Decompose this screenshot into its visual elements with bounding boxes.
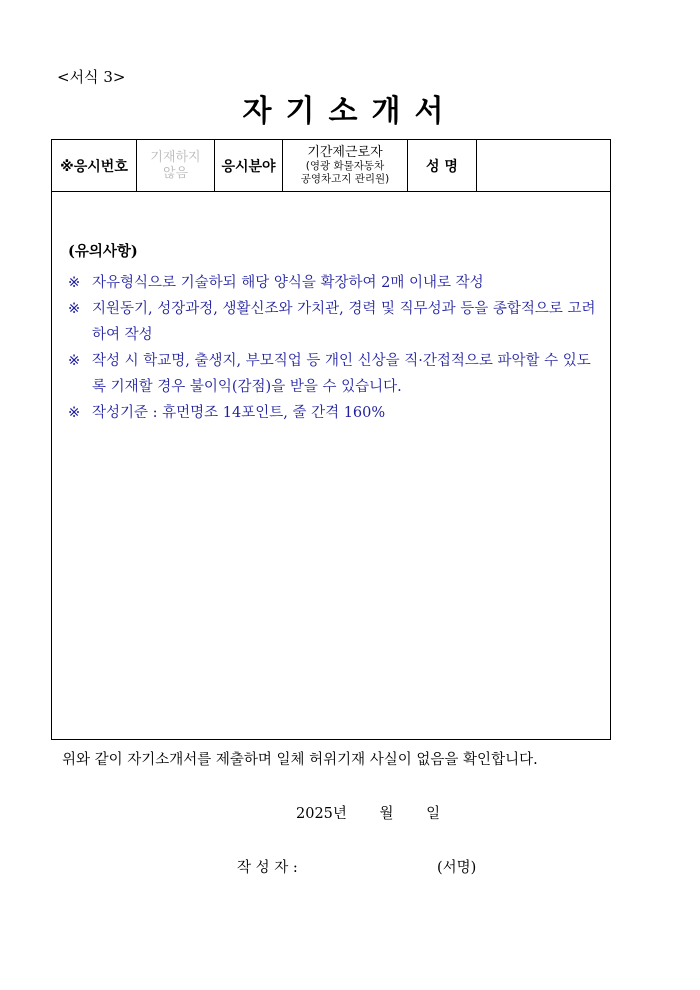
note-text: 자유형식으로 기술하되 해당 양식을 확장하여 2매 이내로 작성 [92, 275, 484, 291]
writer-label: 작 성 자 : [237, 860, 298, 876]
note-mark: ※ [68, 275, 81, 291]
date-month: 월 [379, 806, 394, 822]
field-value-line1: 기간제근로자 [307, 144, 383, 160]
note-text: 지원동기, 성장과정, 생활신조와 가치관, 경력 및 직무성과 등을 종합적으로 고려하여 작성 [92, 301, 596, 343]
applicant-no-label: ※응시번호 [52, 140, 137, 192]
name-label: 성 명 [408, 140, 477, 192]
note-item [68, 270, 598, 296]
applicant-no-cell[interactable] [137, 140, 215, 192]
writer-line [237, 856, 477, 877]
applicant-no-placeholder-line1: 기재하지 [150, 149, 201, 165]
form-number: <서식 3> [57, 68, 126, 86]
date-day: 일 [426, 806, 441, 822]
field-label: 응시분야 [215, 140, 283, 192]
note-item [68, 400, 598, 426]
note-mark: ※ [68, 405, 81, 421]
note-mark: ※ [68, 301, 81, 317]
note-text: 작성 시 학교명, 출생지, 부모직업 등 개인 신상을 직·간접적으로 파악할 수 있도록 기재할 경우 불이익(감점)을 받을 수 있습니다. [92, 353, 591, 395]
name-field[interactable] [477, 140, 611, 192]
confirmation-statement: 위와 같이 자기소개서를 제출하며 일체 허위기재 사실이 없음을 확인합니다. [62, 752, 538, 768]
notes-heading: (유의사항) [68, 243, 138, 260]
note-text: 작성기준 : 휴먼명조 14포인트, 줄 간격 160% [92, 405, 386, 421]
field-value-line2: (영광 화물자동차 [305, 159, 385, 172]
page-title: 자기소개서 [242, 94, 458, 129]
notes-section[interactable] [68, 240, 598, 426]
applicant-no-placeholder-line2: 않음 [162, 165, 189, 181]
date-line [296, 802, 468, 823]
applicant-info-table [52, 140, 610, 192]
note-item [68, 296, 598, 348]
essay-frame [51, 139, 611, 740]
note-mark: ※ [68, 353, 81, 369]
field-value-line3: 공영차고지 관리원) [300, 172, 390, 185]
field-value-cell [283, 140, 408, 192]
date-year: 2025년 [296, 806, 347, 822]
signature-label[interactable]: (서명) [437, 860, 477, 876]
note-item [68, 348, 598, 400]
